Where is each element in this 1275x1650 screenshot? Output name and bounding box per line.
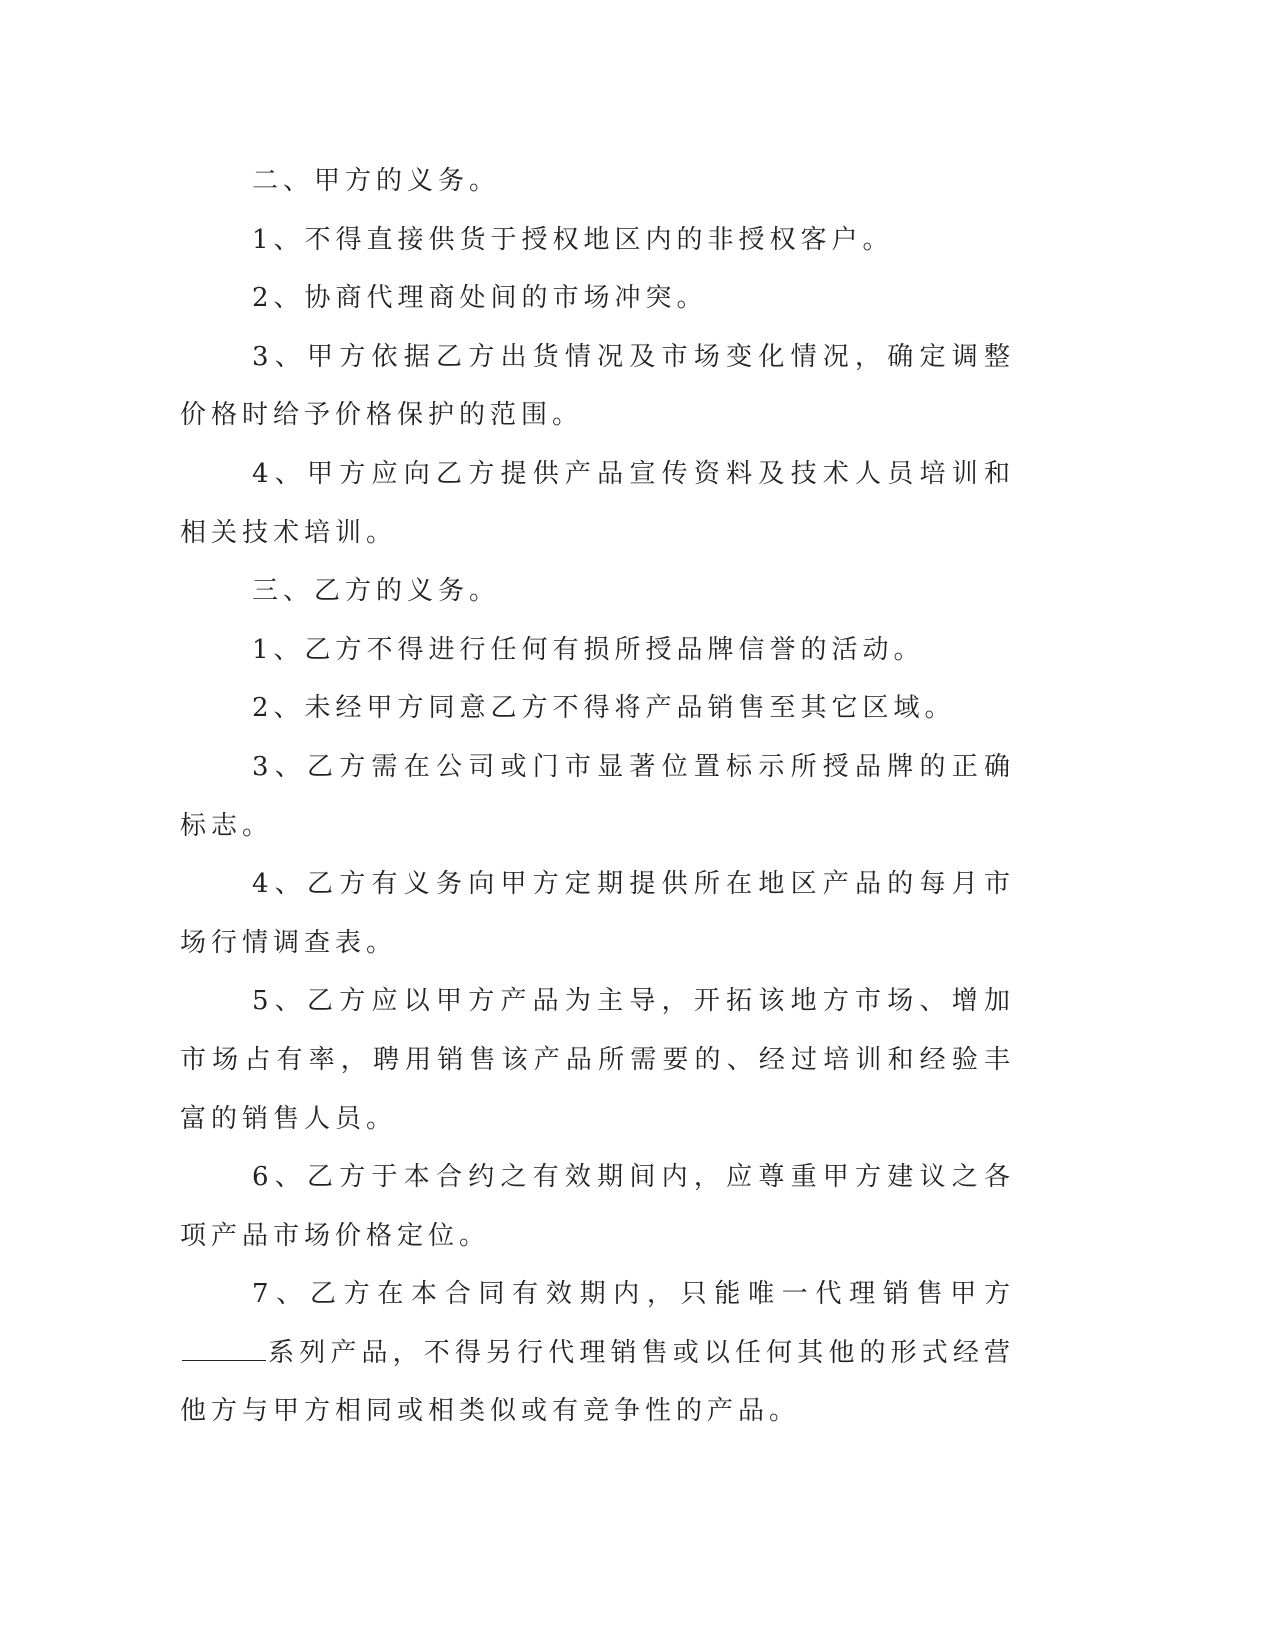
party-b-clause-3: 3、乙方需在公司或门市显著位置标示所授品牌的正确标志。 (180, 751, 1015, 841)
party-b-clause-6: 6、乙方于本合约之有效期间内，应尊重甲方建议之各项产品市场价格定位。 (180, 1162, 1015, 1251)
clause-7-text-after: 系列产品，不得另行代理销售或以任何其他的形式经营他方与甲方相同或相类似或有竞争性的产品。 (180, 1337, 1015, 1427)
party-b-clause-2: 2、未经甲方同意乙方不得将产品销售至其它区域。 (252, 693, 956, 724)
fill-in-blank (182, 1340, 266, 1361)
party-a-clause-2: 2、协商代理商处间的市场冲突。 (252, 283, 708, 314)
party-a-clause-4: 4、甲方应向乙方提供产品宣传资料及技术人员培训和相关技术培训。 (180, 458, 1015, 548)
section-heading-party-b: 三、乙方的义务。 (252, 576, 501, 607)
section-heading-party-a: 二、甲方的义务。 (252, 166, 501, 196)
clause-7-text-before: 7、乙方在本合同有效期内，只能唯一代理销售甲方 (252, 1279, 1015, 1310)
party-b-clause-7 (180, 1265, 1015, 1441)
party-b-clause-5: 5、乙方应以甲方产品为主导，开拓该地方市场、增加市场占有率，聘用销售该产品所需要的、经过培训和经验丰富的销售人员。 (180, 986, 1015, 1134)
document-body (180, 152, 1015, 1441)
party-a-clause-3: 3、甲方依据乙方出货情况及市场变化情况，确定调整价格时给予价格保护的范围。 (180, 341, 1015, 431)
party-b-clause-1: 1、乙方不得进行任何有损所授品牌信誉的活动。 (252, 634, 925, 665)
party-b-clause-4: 4、乙方有义务向甲方定期提供所在地区产品的每月市场行情调查表。 (180, 869, 1015, 958)
party-a-clause-1: 1、不得直接供货于授权地区内的非授权客户。 (252, 224, 894, 255)
